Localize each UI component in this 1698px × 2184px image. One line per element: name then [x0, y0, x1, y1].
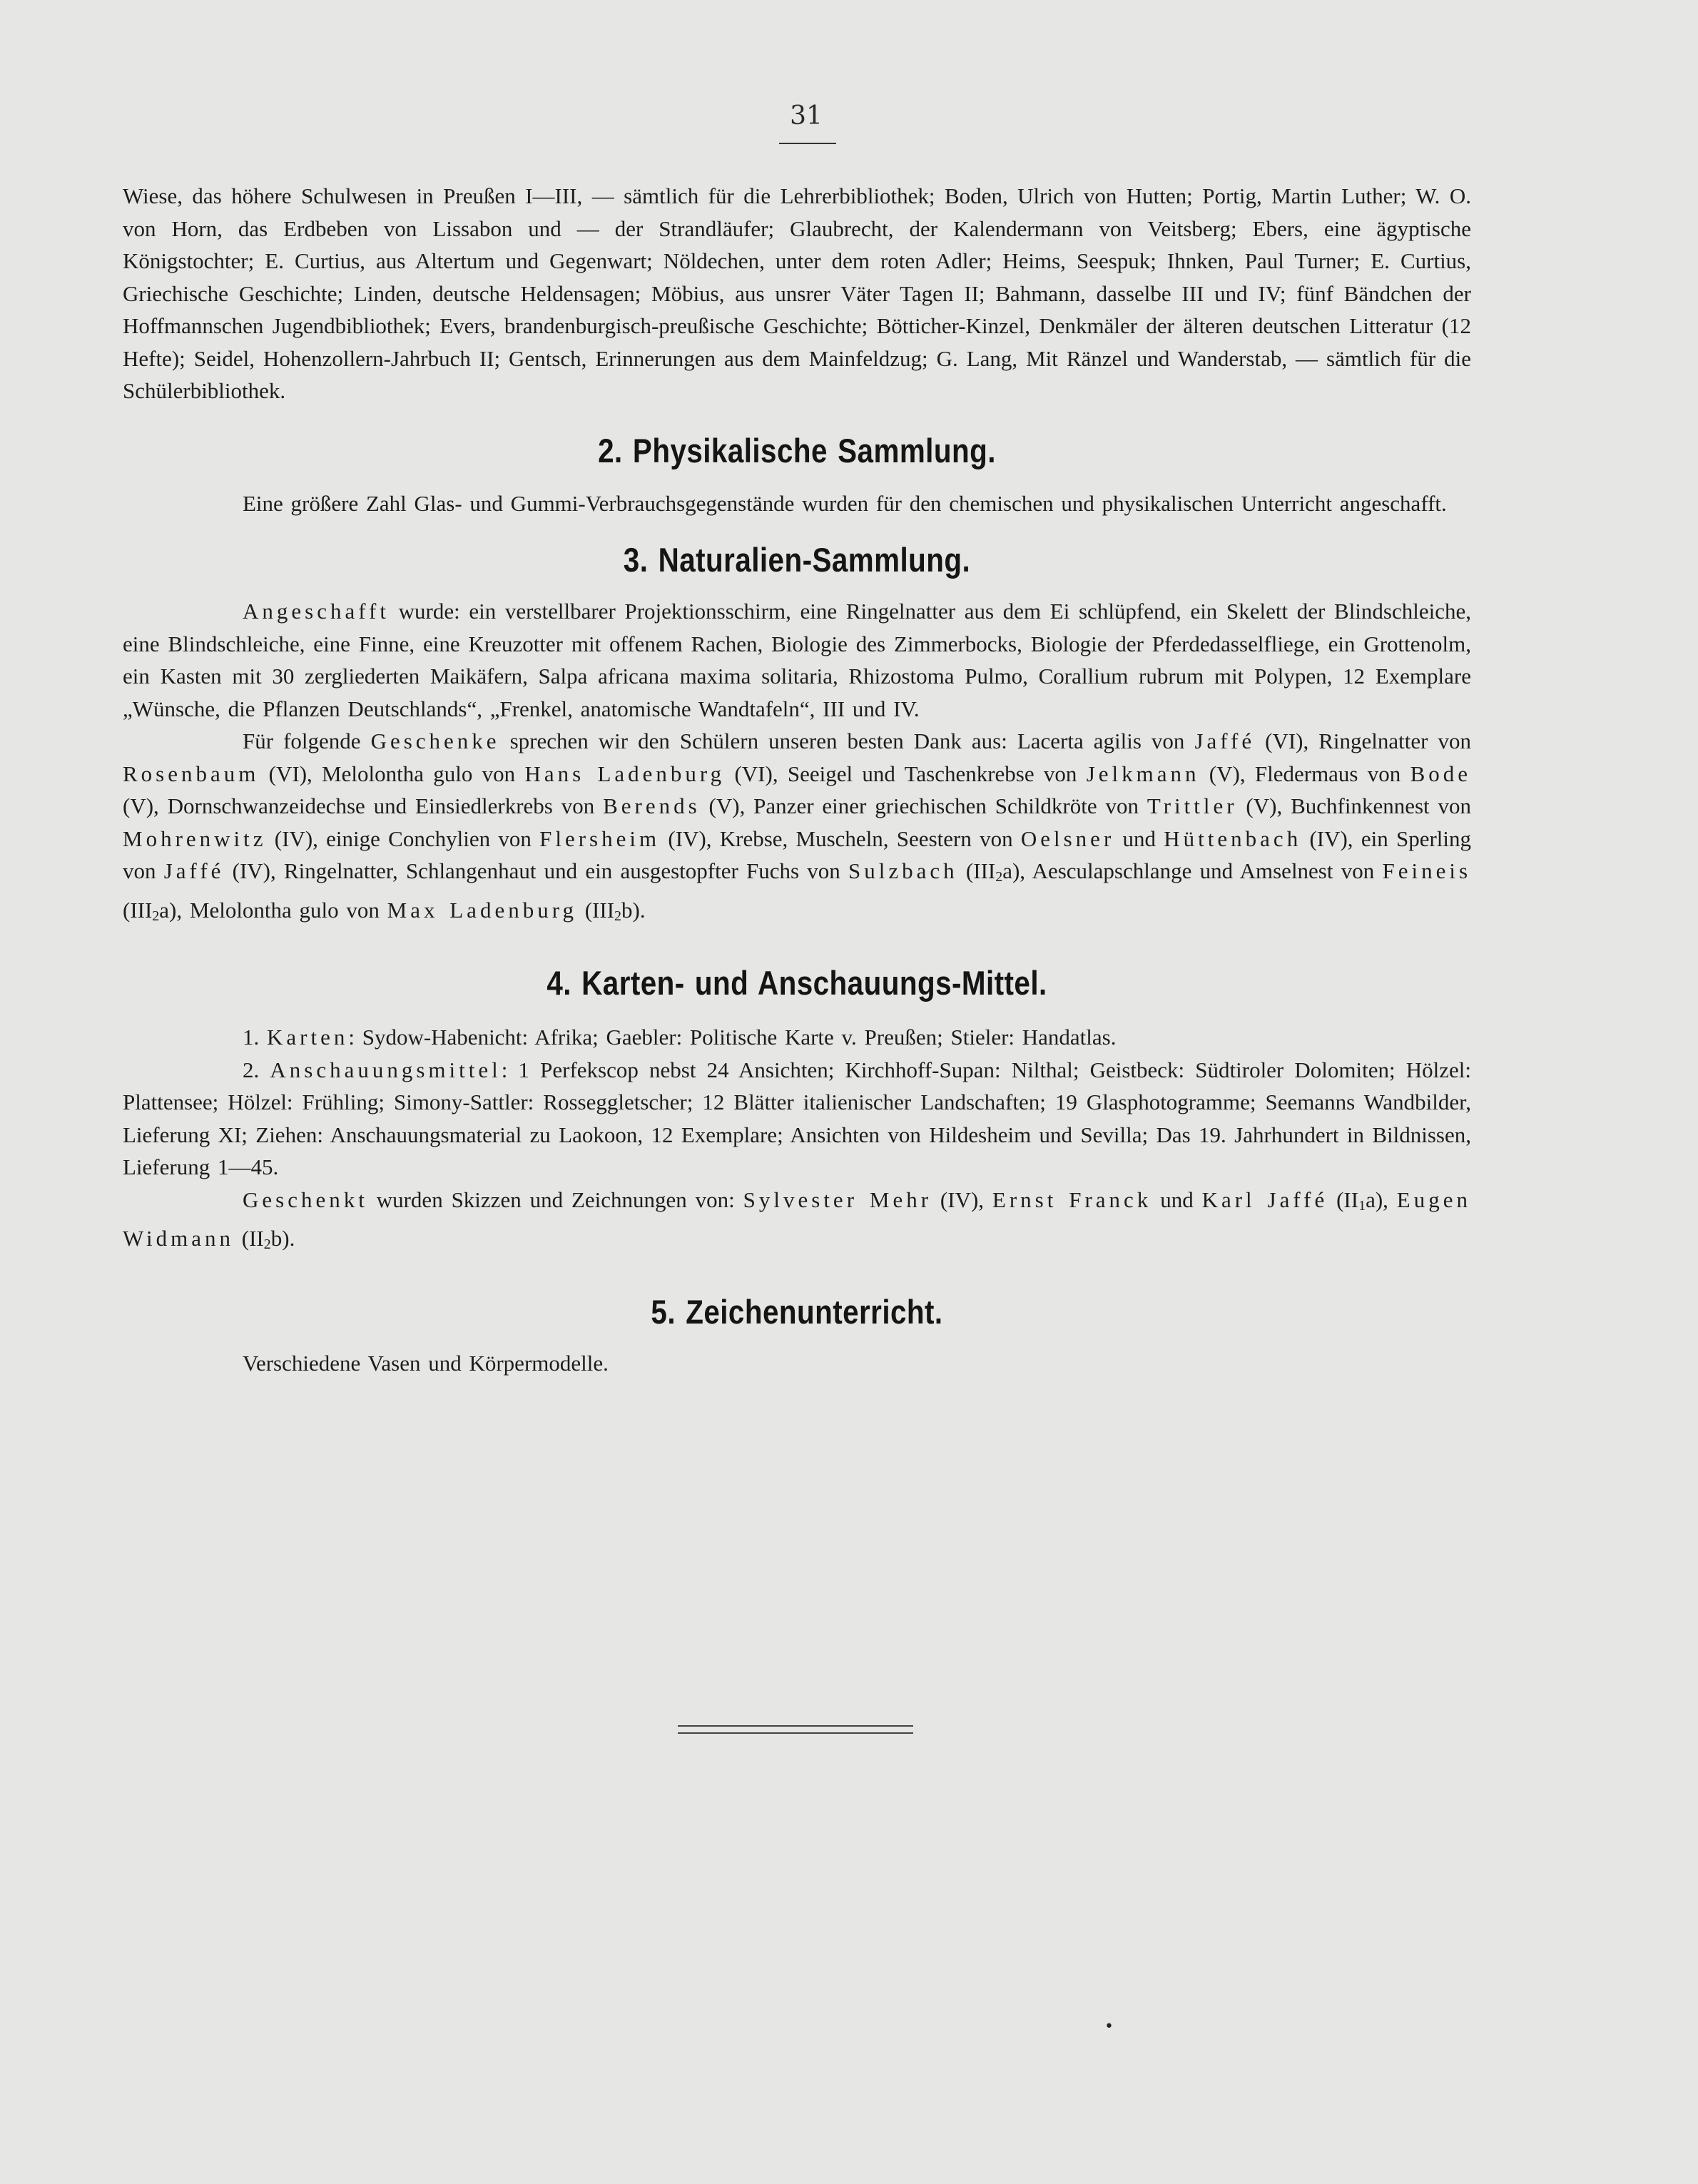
- print-speck: •: [1104, 2018, 1114, 2036]
- text-run: : 1 Perfekscop nebst 24 Ansichten; Kirchhoff-Supan: Nilthal; Geistbeck: Südtiroler Dolomiten; Hölzel: Plattensee; Hölzel: Frühling; Simony-Sattler: Rosseggletscher; 12 Blätter italienischer Landschaften; 19 Glasphotogramme; Seemanns Wandbilder, Lieferung XI; Ziehen: Anschauungsmaterial zu Laokoon, 12 Exemplare; Ansichten von Hildesheim und Sevilla; Das 19. Jahrhundert in Bildnissen, Lieferung 1—45.: [123, 1057, 1471, 1179]
- text-run: b).: [270, 1226, 295, 1251]
- page-number: 31: [790, 101, 823, 131]
- text-run: (V), Panzer einer griechischen Schildkröte von: [700, 793, 1147, 818]
- donor-name: Jelkmann: [1086, 761, 1200, 786]
- anschauungsmittel-item: [123, 1054, 1471, 1184]
- donor-name: Rosenbaum: [123, 761, 260, 786]
- naturalien-gifts-paragraph: [123, 725, 1471, 933]
- spaced-term: Geschenkt: [243, 1187, 368, 1212]
- text-run: (VI), Ringelnatter von: [1255, 728, 1471, 753]
- zeichenunterricht-text: Verschiedene Vasen und Körpermodelle.: [243, 1350, 609, 1376]
- donor-name: Karl Jaffé: [1201, 1187, 1328, 1212]
- spaced-term: Angeschafft: [243, 599, 390, 624]
- donor-name: Eugen Widmann: [123, 1187, 1471, 1251]
- section-heading-zeichenunterricht: 5. Zeichenunterricht.: [651, 1292, 943, 1331]
- class-subscript: 2: [614, 908, 622, 924]
- text-run: b).: [621, 897, 646, 923]
- text-run: (V), Buchfinkennest von: [1237, 793, 1471, 818]
- donor-name: Jaffé: [1194, 728, 1256, 753]
- donor-name: Berends: [603, 793, 701, 818]
- donor-name: Oelsner: [1020, 826, 1115, 851]
- class-subscript: 2: [995, 869, 1003, 885]
- text-run: (VI), Seeigel und Taschenkrebse von: [725, 761, 1087, 786]
- karten-item: [123, 1021, 1471, 1054]
- text-run: und: [1152, 1187, 1202, 1212]
- text-run: (III: [123, 897, 153, 923]
- text-run: (IV), ein Sperling von: [123, 826, 1471, 883]
- text-run: (III: [576, 897, 615, 923]
- donor-name: Max Ladenburg: [387, 897, 577, 923]
- intro-paragraph: Wiese, das höhere Schulwesen in Preußen I—III, — sämtlich für die Lehrerbibliothek; Boden, Ulrich von Hutten; Portig, Martin Luther; W. O. von Horn, das Erdbeben von Lissabon und — der Strandläufer; Glaubrecht, der Kalendermann von Veitsberg; Ebers, eine ägyptische Königstochter; E. Curtius, aus Altertum und Gegenwart; Nöldechen, unter dem roten Adler; Heims, Seespuk; Ihnken, Paul Turner; E. Curtius, Griechische Geschichte; Linden, deutsche Heldensagen; Möbius, aus unsrer Väter Tagen II; Bahmann, dasselbe III und IV; fünf Bändchen der Hoffmannschen Jugendbibliothek; Evers, brandenburgisch-preußische Geschichte; Bötticher-Kinzel, Denkmäler der älteren deutschen Litteratur (12 Hefte); Seidel, Hohenzollern-Jahrbuch II; Gentsch, Erinnerungen aus dem Mainfeldzug; G. Lang, Mit Ränzel und Wanderstab, — sämtlich für die Schülerbibliothek.: [123, 183, 1471, 403]
- donor-name: Flersheim: [539, 826, 661, 851]
- donor-name: Jaffé: [163, 858, 225, 883]
- text-run: (IV), Ringelnatter, Schlangenhaut und ein ausgestopfter Fuchs von: [224, 858, 849, 883]
- donor-name: Trittler: [1147, 793, 1238, 818]
- text-run: (III: [957, 858, 996, 883]
- text-run: (VI), Melolontha gulo von: [259, 761, 525, 786]
- spaced-term: Anschauungsmittel: [270, 1057, 502, 1082]
- text-run: (IV), Krebse, Muscheln, Seestern von: [660, 826, 1021, 851]
- item-number: 1.: [243, 1025, 267, 1050]
- donor-name: Hans Ladenburg: [524, 761, 726, 786]
- section-heading-karten-anschauungsmittel: 4. Karten- und Anschauungs-Mittel.: [546, 964, 1047, 1002]
- donor-name: Feineis: [1382, 858, 1472, 883]
- text-run: a), Aesculapschlange und Amselnest von: [1002, 858, 1383, 883]
- section-physikalische-text: Eine größere Zahl Glas- und Gummi-Verbrauchsgegenstände wurden für den chemischen und physikalischen Unterricht angeschafft.: [243, 490, 1447, 516]
- text-run: wurde: ein verstellbarer Projektionsschirm, eine Ringelnatter aus dem Ei schlüpfend, ein Skelett der Blindschleiche, eine Blindschleiche, eine Finne, eine Kreuzotter mit offenem Rachen, Biologie des Zimmerbocks, Biologie der Pferdedasselfliege, ein Grottenolm, ein Kasten mit 30 zergliederten Maikäfern, Salpa africana maxima solitaria, Rhizostoma Pulmo, Corallium rubrum mit Polypen, 12 Exemplare „Wünsche, die Pflanzen Deutschlands“, „Frenkel, anatomische Wandtafeln“, III und IV.: [123, 599, 1471, 721]
- section-heading-naturalien-sammlung: 3. Naturalien-Sammlung.: [623, 541, 971, 579]
- geschenkt-paragraph: [123, 1184, 1471, 1261]
- page-content: [123, 180, 1471, 1379]
- donor-name: Sulzbach: [848, 858, 958, 883]
- text-run: (II: [1328, 1187, 1359, 1212]
- donor-name: Mohrenwitz: [123, 826, 267, 851]
- text-run: (IV), einige Conchylien von: [266, 826, 540, 851]
- end-double-rule: [678, 1725, 913, 1734]
- donor-name: Bode: [1410, 761, 1472, 786]
- text-run: wurden Skizzen und Zeichnungen von:: [367, 1187, 743, 1212]
- section-heading-physikalische-sammlung: 2. Physikalische Sammlung.: [598, 431, 996, 469]
- class-subscript: 2: [152, 908, 160, 924]
- text-run: a),: [1366, 1187, 1397, 1212]
- text-run: Für folgende: [243, 728, 371, 753]
- page-number-rule: [779, 143, 836, 144]
- text-run: a), Melolontha gulo von: [159, 897, 387, 923]
- text-run: (V), Dornschwanzeidechse und Einsiedlerkrebs von: [123, 793, 604, 818]
- text-run: (II: [234, 1226, 264, 1251]
- donor-name: Ernst Franck: [992, 1187, 1152, 1212]
- text-run: und: [1114, 826, 1164, 851]
- item-number: 2.: [243, 1057, 270, 1082]
- spaced-term: Karten: [267, 1025, 349, 1050]
- donor-name: Sylvester Mehr: [743, 1187, 932, 1212]
- class-subscript: 2: [263, 1236, 271, 1252]
- text-run: (IV),: [932, 1187, 992, 1212]
- spaced-term: Geschenke: [370, 728, 500, 753]
- class-subscript: 1: [1358, 1197, 1366, 1214]
- text-run: sprechen wir den Schülern unseren besten Dank aus: Lacerta agilis von: [499, 728, 1195, 753]
- text-run: : Sydow-Habenicht: Afrika; Gaebler: Politische Karte v. Preußen; Stieler: Handatlas.: [348, 1025, 1117, 1050]
- text-run: (V), Fledermaus von: [1199, 761, 1410, 786]
- donor-name: Hüttenbach: [1164, 826, 1302, 851]
- naturalien-purchases-paragraph: [123, 595, 1471, 725]
